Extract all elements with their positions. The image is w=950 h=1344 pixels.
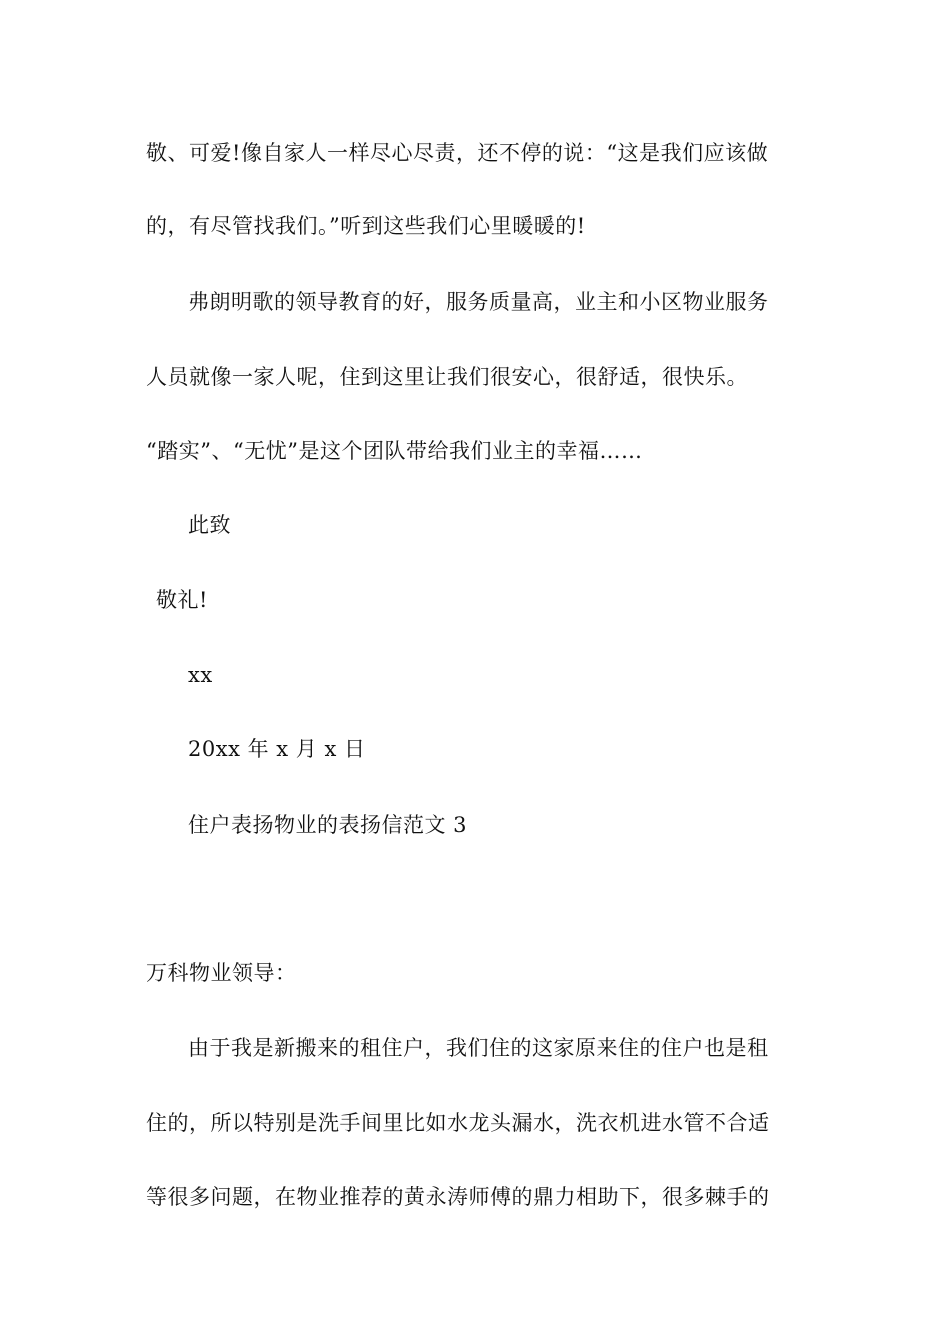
paragraph-start: 弗朗明歌的领导教育的好，服务质量高，业主和小区物业服务 (188, 290, 769, 314)
signature-date: 20xx 年 x 月 x 日 (188, 737, 366, 761)
letter-greeting: 万科物业领导： (146, 961, 297, 985)
text-line: 敬、可爱!像自家人一样尽心尽责，还不停的说：“这是我们应该做 (146, 141, 769, 165)
closing-salutation: 此致 (188, 513, 231, 537)
section-title: 住户表扬物业的表扬信范文 3 (188, 813, 468, 837)
text-line: 的，有尽管找我们。”听到这些我们心里暖暖的! (146, 214, 586, 238)
closing-regards: 敬礼! (156, 588, 208, 612)
text-line: 等很多问题，在物业推荐的黄永涛师傅的鼎力相助下，很多棘手的 (146, 1185, 770, 1209)
paragraph-start: 由于我是新搬来的租住户，我们住的这家原来住的住户也是租 (188, 1036, 769, 1060)
text-line: 人员就像一家人呢，住到这里让我们很安心，很舒适，很快乐。 (146, 365, 748, 389)
text-line: 住的，所以特别是洗手间里比如水龙头漏水，洗衣机进水管不合适 (146, 1111, 770, 1135)
signature-name: xx (188, 663, 213, 687)
text-line: “踏实”、“无忧”是这个团队带给我们业主的幸福…… (146, 439, 643, 463)
